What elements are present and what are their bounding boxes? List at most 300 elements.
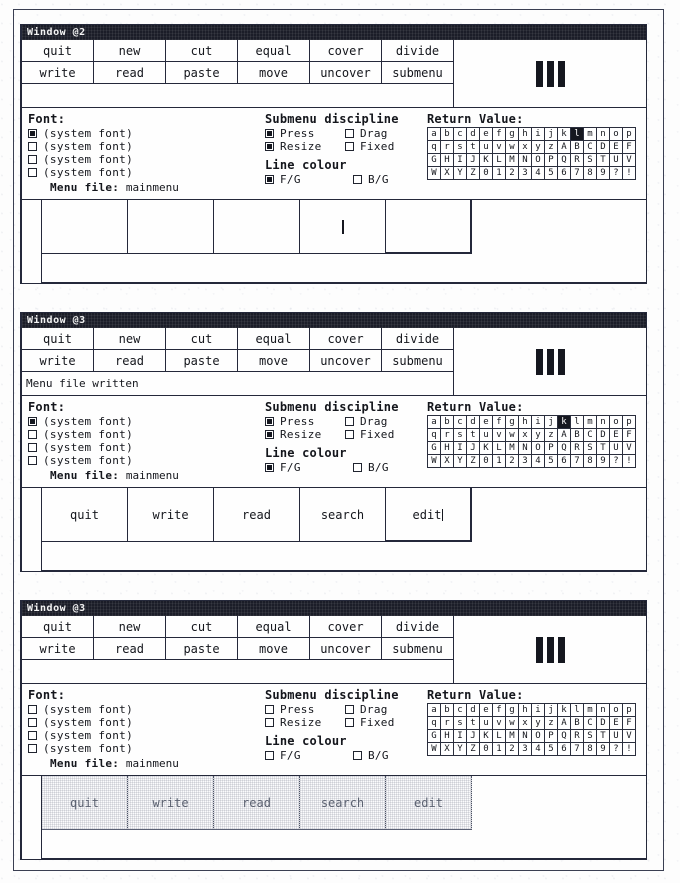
char-cell-d[interactable]: d xyxy=(467,128,480,141)
char-cell-D[interactable]: D xyxy=(597,429,610,442)
menu-item-empty-2[interactable] xyxy=(128,200,214,254)
toolbar-button-equal[interactable]: equal xyxy=(238,40,310,62)
toolbar-button-cut[interactable]: cut xyxy=(166,40,238,62)
char-cell-W[interactable]: W xyxy=(428,743,441,756)
char-cell-C[interactable]: C xyxy=(584,429,597,442)
toolbar-button-new[interactable]: new xyxy=(94,328,166,350)
checkbox-resize-row[interactable] xyxy=(265,716,345,729)
char-cell-k[interactable]: k xyxy=(558,128,571,141)
char-cell-c[interactable]: c xyxy=(454,416,467,429)
toolbar-button-write[interactable]: write xyxy=(22,62,94,84)
char-cell-f[interactable]: f xyxy=(493,128,506,141)
checkbox-drag-row[interactable] xyxy=(345,127,425,140)
char-cell-R[interactable]: R xyxy=(571,442,584,455)
font-option-2[interactable] xyxy=(28,430,37,439)
char-cell-G[interactable]: G xyxy=(428,442,441,455)
menu-item-search[interactable]: search xyxy=(300,488,386,542)
char-cell-1[interactable]: 1 xyxy=(493,167,506,180)
char-cell-0[interactable]: 0 xyxy=(480,743,493,756)
char-cell-h[interactable]: h xyxy=(519,416,532,429)
char-cell-k[interactable]: k xyxy=(558,416,571,429)
checkbox-fixed[interactable] xyxy=(345,430,354,439)
char-cell-9[interactable]: 9 xyxy=(597,455,610,468)
font-option-3[interactable] xyxy=(28,443,37,452)
font-option-2-row[interactable] xyxy=(28,428,265,441)
char-cell-2[interactable]: 2 xyxy=(506,455,519,468)
char-cell-7[interactable]: 7 xyxy=(571,743,584,756)
char-cell-z[interactable]: z xyxy=(545,429,558,442)
menu-item-empty-1[interactable] xyxy=(42,200,128,254)
toolbar-button-read[interactable]: read xyxy=(94,350,166,372)
char-cell-o[interactable]: o xyxy=(610,704,623,717)
char-cell-Q[interactable]: Q xyxy=(558,730,571,743)
char-cell-Y[interactable]: Y xyxy=(454,743,467,756)
char-cell-2[interactable]: 2 xyxy=(506,743,519,756)
char-cell-F[interactable]: F xyxy=(623,717,636,730)
menu-item-read[interactable]: read xyxy=(214,488,300,542)
toolbar-button-move[interactable]: move xyxy=(238,638,310,660)
char-cell-I[interactable]: I xyxy=(454,730,467,743)
char-cell-A[interactable]: A xyxy=(558,429,571,442)
char-cell-v[interactable]: v xyxy=(493,141,506,154)
char-cell-O[interactable]: O xyxy=(532,730,545,743)
char-cell-2[interactable]: 2 xyxy=(506,167,519,180)
char-cell-q[interactable]: q xyxy=(428,141,441,154)
toolbar-button-new[interactable]: new xyxy=(94,616,166,638)
toolbar-button-paste[interactable]: paste xyxy=(166,638,238,660)
char-cell-u[interactable]: u xyxy=(480,429,493,442)
char-cell-4[interactable]: 4 xyxy=(532,743,545,756)
toolbar-button-paste[interactable]: paste xyxy=(166,62,238,84)
char-cell-H[interactable]: H xyxy=(441,154,454,167)
checkbox-fg[interactable] xyxy=(265,751,274,760)
window-1-titlebar[interactable]: Window @2 xyxy=(22,25,646,40)
toolbar-button-quit[interactable]: quit xyxy=(22,616,94,638)
char-cell-X[interactable]: X xyxy=(441,167,454,180)
toolbar-button-cover[interactable]: cover xyxy=(310,328,382,350)
toolbar-button-submenu[interactable]: submenu xyxy=(382,62,454,84)
char-cell-j[interactable]: j xyxy=(545,416,558,429)
menu-file-value[interactable]: mainmenu xyxy=(125,181,179,194)
font-option-1-row[interactable] xyxy=(28,703,265,716)
char-cell-R[interactable]: R xyxy=(571,154,584,167)
char-cell-P[interactable]: P xyxy=(545,154,558,167)
char-cell-M[interactable]: M xyxy=(506,730,519,743)
char-cell-p[interactable]: p xyxy=(623,128,636,141)
char-cell-m[interactable]: m xyxy=(584,128,597,141)
char-cell-y[interactable]: y xyxy=(532,429,545,442)
char-cell-8[interactable]: 8 xyxy=(584,455,597,468)
char-cell-H[interactable]: H xyxy=(441,442,454,455)
char-cell-S[interactable]: S xyxy=(584,730,597,743)
char-cell-d[interactable]: d xyxy=(467,704,480,717)
char-cell-j[interactable]: j xyxy=(545,704,558,717)
checkbox-fixed-row[interactable] xyxy=(345,140,425,153)
char-cell-Y[interactable]: Y xyxy=(454,455,467,468)
toolbar-button-divide[interactable]: divide xyxy=(382,616,454,638)
char-cell-p[interactable]: p xyxy=(623,704,636,717)
checkbox-fg-row[interactable] xyxy=(265,749,353,762)
checkbox-fixed[interactable] xyxy=(345,718,354,727)
toolbar-button-uncover[interactable]: uncover xyxy=(310,350,382,372)
toolbar-button-equal[interactable]: equal xyxy=(238,616,310,638)
char-cell-w[interactable]: w xyxy=(506,717,519,730)
char-cell-J[interactable]: J xyxy=(467,730,480,743)
char-cell-h[interactable]: h xyxy=(519,704,532,717)
char-cell-l[interactable]: l xyxy=(571,704,584,717)
char-cell-c[interactable]: c xyxy=(454,704,467,717)
toolbar-button-move[interactable]: move xyxy=(238,62,310,84)
char-cell-W[interactable]: W xyxy=(428,455,441,468)
menu-item-empty-5[interactable] xyxy=(386,200,472,254)
char-cell-A[interactable]: A xyxy=(558,141,571,154)
window-2-titlebar[interactable]: Window @3 xyxy=(22,313,646,328)
char-cell-7[interactable]: 7 xyxy=(571,455,584,468)
font-option-3-row[interactable] xyxy=(28,441,265,454)
char-cell-x[interactable]: x xyxy=(519,429,532,442)
font-option-2[interactable] xyxy=(28,142,37,151)
char-cell-6[interactable]: 6 xyxy=(558,743,571,756)
char-cell-P[interactable]: P xyxy=(545,442,558,455)
toolbar-button-cover[interactable]: cover xyxy=(310,40,382,62)
font-option-1[interactable] xyxy=(28,417,37,426)
char-cell-B[interactable]: B xyxy=(571,717,584,730)
char-cell-w[interactable]: w xyxy=(506,141,519,154)
char-cell-0[interactable]: 0 xyxy=(480,455,493,468)
char-cell-u[interactable]: u xyxy=(480,717,493,730)
char-cell-r[interactable]: r xyxy=(441,429,454,442)
char-cell-s[interactable]: s xyxy=(454,717,467,730)
checkbox-resize[interactable] xyxy=(265,718,274,727)
checkbox-bg-row[interactable] xyxy=(353,461,389,474)
toolbar-button-equal[interactable]: equal xyxy=(238,328,310,350)
menu-item-empty-4[interactable] xyxy=(300,200,386,254)
font-option-4[interactable] xyxy=(28,744,37,753)
char-cell-7[interactable]: 7 xyxy=(571,167,584,180)
char-cell-O[interactable]: O xyxy=(532,154,545,167)
font-option-1-row[interactable] xyxy=(28,127,265,140)
toolbar-button-paste[interactable]: paste xyxy=(166,350,238,372)
char-cell-5[interactable]: 5 xyxy=(545,167,558,180)
char-cell-?[interactable]: ? xyxy=(610,743,623,756)
char-cell-g[interactable]: g xyxy=(506,704,519,717)
char-cell-i[interactable]: i xyxy=(532,128,545,141)
toolbar-button-quit[interactable]: quit xyxy=(22,40,94,62)
char-cell-?[interactable]: ? xyxy=(610,455,623,468)
checkbox-drag[interactable] xyxy=(345,417,354,426)
char-cell-u[interactable]: u xyxy=(480,141,493,154)
char-cell-y[interactable]: y xyxy=(532,141,545,154)
menu-item-edit[interactable]: edit xyxy=(386,488,472,542)
checkbox-press-row[interactable] xyxy=(265,127,345,140)
char-cell-Z[interactable]: Z xyxy=(467,455,480,468)
toolbar-button-submenu[interactable]: submenu xyxy=(382,350,454,372)
checkbox-fg-row[interactable] xyxy=(265,173,353,186)
char-cell-G[interactable]: G xyxy=(428,730,441,743)
checkbox-drag-row[interactable] xyxy=(345,703,425,716)
font-option-4-row[interactable] xyxy=(28,454,265,467)
font-option-1[interactable] xyxy=(28,129,37,138)
checkbox-drag[interactable] xyxy=(345,705,354,714)
font-option-1[interactable] xyxy=(28,705,37,714)
char-cell-p[interactable]: p xyxy=(623,416,636,429)
char-cell-r[interactable]: r xyxy=(441,717,454,730)
char-cell-3[interactable]: 3 xyxy=(519,167,532,180)
char-cell-e[interactable]: e xyxy=(480,128,493,141)
checkbox-fixed-row[interactable] xyxy=(345,716,425,729)
menu-item-write[interactable]: write xyxy=(128,776,214,830)
font-option-3[interactable] xyxy=(28,731,37,740)
toolbar-button-write[interactable]: write xyxy=(22,638,94,660)
toolbar-button-uncover[interactable]: uncover xyxy=(310,62,382,84)
toolbar-button-quit[interactable]: quit xyxy=(22,328,94,350)
checkbox-drag-row[interactable] xyxy=(345,415,425,428)
char-cell-Y[interactable]: Y xyxy=(454,167,467,180)
char-cell-C[interactable]: C xyxy=(584,141,597,154)
char-cell-U[interactable]: U xyxy=(610,154,623,167)
menu-item-edit[interactable]: edit xyxy=(386,776,472,830)
char-cell-B[interactable]: B xyxy=(571,141,584,154)
checkbox-press[interactable] xyxy=(265,129,274,138)
char-cell-4[interactable]: 4 xyxy=(532,167,545,180)
char-cell-U[interactable]: U xyxy=(610,730,623,743)
char-cell-n[interactable]: n xyxy=(597,704,610,717)
char-cell-I[interactable]: I xyxy=(454,442,467,455)
char-cell-1[interactable]: 1 xyxy=(493,743,506,756)
checkbox-bg[interactable] xyxy=(353,751,362,760)
char-cell-a[interactable]: a xyxy=(428,128,441,141)
char-cell-g[interactable]: g xyxy=(506,416,519,429)
char-cell-y[interactable]: y xyxy=(532,717,545,730)
font-option-4-row[interactable] xyxy=(28,742,265,755)
char-cell-F[interactable]: F xyxy=(623,429,636,442)
char-cell-i[interactable]: i xyxy=(532,704,545,717)
char-cell-?[interactable]: ? xyxy=(610,167,623,180)
menu-item-quit[interactable]: quit xyxy=(42,776,128,830)
checkbox-fg[interactable] xyxy=(265,175,274,184)
char-cell-N[interactable]: N xyxy=(519,730,532,743)
char-cell-w[interactable]: w xyxy=(506,429,519,442)
menu-item-search[interactable]: search xyxy=(300,776,386,830)
font-option-3-row[interactable] xyxy=(28,153,265,166)
char-cell-I[interactable]: I xyxy=(454,154,467,167)
menu-file-value[interactable]: mainmenu xyxy=(125,757,179,770)
char-cell-V[interactable]: V xyxy=(623,730,636,743)
char-cell-J[interactable]: J xyxy=(467,154,480,167)
toolbar-button-submenu[interactable]: submenu xyxy=(382,638,454,660)
menu-item-write[interactable]: write xyxy=(128,488,214,542)
menu-item-empty-3[interactable] xyxy=(214,200,300,254)
font-option-2-row[interactable] xyxy=(28,716,265,729)
char-cell-D[interactable]: D xyxy=(597,141,610,154)
toolbar-button-uncover[interactable]: uncover xyxy=(310,638,382,660)
checkbox-resize[interactable] xyxy=(265,430,274,439)
checkbox-bg-row[interactable] xyxy=(353,173,389,186)
char-cell-t[interactable]: t xyxy=(467,717,480,730)
checkbox-press[interactable] xyxy=(265,705,274,714)
char-cell-s[interactable]: s xyxy=(454,141,467,154)
char-cell-C[interactable]: C xyxy=(584,717,597,730)
char-cell-8[interactable]: 8 xyxy=(584,167,597,180)
char-cell-e[interactable]: e xyxy=(480,704,493,717)
char-cell-K[interactable]: K xyxy=(480,442,493,455)
char-cell-5[interactable]: 5 xyxy=(545,743,558,756)
char-cell-3[interactable]: 3 xyxy=(519,455,532,468)
char-cell-h[interactable]: h xyxy=(519,128,532,141)
toolbar-button-new[interactable]: new xyxy=(94,40,166,62)
char-cell-c[interactable]: c xyxy=(454,128,467,141)
toolbar-button-write[interactable]: write xyxy=(22,350,94,372)
char-cell-E[interactable]: E xyxy=(610,717,623,730)
char-cell-4[interactable]: 4 xyxy=(532,455,545,468)
window-3-titlebar[interactable]: Window @3 xyxy=(22,601,646,616)
char-cell-o[interactable]: o xyxy=(610,128,623,141)
char-cell-V[interactable]: V xyxy=(623,442,636,455)
char-cell-m[interactable]: m xyxy=(584,416,597,429)
char-cell-Z[interactable]: Z xyxy=(467,743,480,756)
char-cell-F[interactable]: F xyxy=(623,141,636,154)
char-cell-a[interactable]: a xyxy=(428,416,441,429)
char-cell-9[interactable]: 9 xyxy=(597,743,610,756)
char-cell-t[interactable]: t xyxy=(467,141,480,154)
font-option-3[interactable] xyxy=(28,155,37,164)
checkbox-press-row[interactable] xyxy=(265,703,345,716)
char-cell-9[interactable]: 9 xyxy=(597,167,610,180)
checkbox-drag[interactable] xyxy=(345,129,354,138)
char-cell-5[interactable]: 5 xyxy=(545,455,558,468)
char-cell-H[interactable]: H xyxy=(441,730,454,743)
char-cell-S[interactable]: S xyxy=(584,154,597,167)
char-cell-l[interactable]: l xyxy=(571,416,584,429)
char-cell-k[interactable]: k xyxy=(558,704,571,717)
toolbar-button-read[interactable]: read xyxy=(94,638,166,660)
checkbox-bg[interactable] xyxy=(353,175,362,184)
char-cell-x[interactable]: x xyxy=(519,141,532,154)
char-cell-l[interactable]: l xyxy=(571,128,584,141)
char-cell-o[interactable]: o xyxy=(610,416,623,429)
menu-file-value[interactable]: mainmenu xyxy=(125,469,179,482)
char-cell-U[interactable]: U xyxy=(610,442,623,455)
checkbox-bg[interactable] xyxy=(353,463,362,472)
toolbar-button-cover[interactable]: cover xyxy=(310,616,382,638)
char-cell-j[interactable]: j xyxy=(545,128,558,141)
toolbar-button-divide[interactable]: divide xyxy=(382,328,454,350)
char-cell-s[interactable]: s xyxy=(454,429,467,442)
char-cell-f[interactable]: f xyxy=(493,704,506,717)
char-cell-P[interactable]: P xyxy=(545,730,558,743)
char-cell-b[interactable]: b xyxy=(441,128,454,141)
char-cell-Z[interactable]: Z xyxy=(467,167,480,180)
char-cell-D[interactable]: D xyxy=(597,717,610,730)
char-cell-b[interactable]: b xyxy=(441,416,454,429)
char-cell-O[interactable]: O xyxy=(532,442,545,455)
char-cell-R[interactable]: R xyxy=(571,730,584,743)
checkbox-fixed[interactable] xyxy=(345,142,354,151)
char-cell-![interactable]: ! xyxy=(623,167,636,180)
font-option-4[interactable] xyxy=(28,456,37,465)
char-cell-K[interactable]: K xyxy=(480,730,493,743)
toolbar-button-move[interactable]: move xyxy=(238,350,310,372)
char-cell-q[interactable]: q xyxy=(428,429,441,442)
font-option-3-row[interactable] xyxy=(28,729,265,742)
char-cell-N[interactable]: N xyxy=(519,154,532,167)
char-cell-T[interactable]: T xyxy=(597,442,610,455)
char-cell-8[interactable]: 8 xyxy=(584,743,597,756)
menu-item-read[interactable]: read xyxy=(214,776,300,830)
checkbox-press-row[interactable] xyxy=(265,415,345,428)
char-cell-0[interactable]: 0 xyxy=(480,167,493,180)
char-cell-z[interactable]: z xyxy=(545,141,558,154)
checkbox-resize[interactable] xyxy=(265,142,274,151)
char-cell-L[interactable]: L xyxy=(493,154,506,167)
char-cell-i[interactable]: i xyxy=(532,416,545,429)
char-cell-m[interactable]: m xyxy=(584,704,597,717)
char-cell-f[interactable]: f xyxy=(493,416,506,429)
char-cell-B[interactable]: B xyxy=(571,429,584,442)
char-cell-6[interactable]: 6 xyxy=(558,167,571,180)
toolbar-button-divide[interactable]: divide xyxy=(382,40,454,62)
char-cell-W[interactable]: W xyxy=(428,167,441,180)
char-cell-T[interactable]: T xyxy=(597,154,610,167)
char-cell-M[interactable]: M xyxy=(506,154,519,167)
char-cell-v[interactable]: v xyxy=(493,429,506,442)
char-cell-t[interactable]: t xyxy=(467,429,480,442)
toolbar-button-cut[interactable]: cut xyxy=(166,328,238,350)
char-cell-e[interactable]: e xyxy=(480,416,493,429)
char-cell-g[interactable]: g xyxy=(506,128,519,141)
char-cell-3[interactable]: 3 xyxy=(519,743,532,756)
char-cell-n[interactable]: n xyxy=(597,416,610,429)
char-cell-A[interactable]: A xyxy=(558,717,571,730)
char-cell-a[interactable]: a xyxy=(428,704,441,717)
char-cell-L[interactable]: L xyxy=(493,442,506,455)
char-cell-S[interactable]: S xyxy=(584,442,597,455)
char-cell-![interactable]: ! xyxy=(623,455,636,468)
char-cell-L[interactable]: L xyxy=(493,730,506,743)
char-cell-K[interactable]: K xyxy=(480,154,493,167)
toolbar-button-read[interactable]: read xyxy=(94,62,166,84)
char-cell-E[interactable]: E xyxy=(610,429,623,442)
char-cell-d[interactable]: d xyxy=(467,416,480,429)
toolbar-button-cut[interactable]: cut xyxy=(166,616,238,638)
font-option-4-row[interactable] xyxy=(28,166,265,179)
checkbox-resize-row[interactable] xyxy=(265,428,345,441)
char-cell-q[interactable]: q xyxy=(428,717,441,730)
char-cell-z[interactable]: z xyxy=(545,717,558,730)
char-cell-Q[interactable]: Q xyxy=(558,154,571,167)
font-option-2[interactable] xyxy=(28,718,37,727)
char-cell-6[interactable]: 6 xyxy=(558,455,571,468)
char-cell-G[interactable]: G xyxy=(428,154,441,167)
char-cell-1[interactable]: 1 xyxy=(493,455,506,468)
char-cell-T[interactable]: T xyxy=(597,730,610,743)
checkbox-fg[interactable] xyxy=(265,463,274,472)
char-cell-n[interactable]: n xyxy=(597,128,610,141)
checkbox-resize-row[interactable] xyxy=(265,140,345,153)
char-cell-N[interactable]: N xyxy=(519,442,532,455)
checkbox-fg-row[interactable] xyxy=(265,461,353,474)
font-option-1-row[interactable] xyxy=(28,415,265,428)
font-option-2-row[interactable] xyxy=(28,140,265,153)
char-cell-x[interactable]: x xyxy=(519,717,532,730)
checkbox-fixed-row[interactable] xyxy=(345,428,425,441)
char-cell-J[interactable]: J xyxy=(467,442,480,455)
char-cell-E[interactable]: E xyxy=(610,141,623,154)
char-cell-![interactable]: ! xyxy=(623,743,636,756)
char-cell-X[interactable]: X xyxy=(441,743,454,756)
char-cell-V[interactable]: V xyxy=(623,154,636,167)
char-cell-Q[interactable]: Q xyxy=(558,442,571,455)
